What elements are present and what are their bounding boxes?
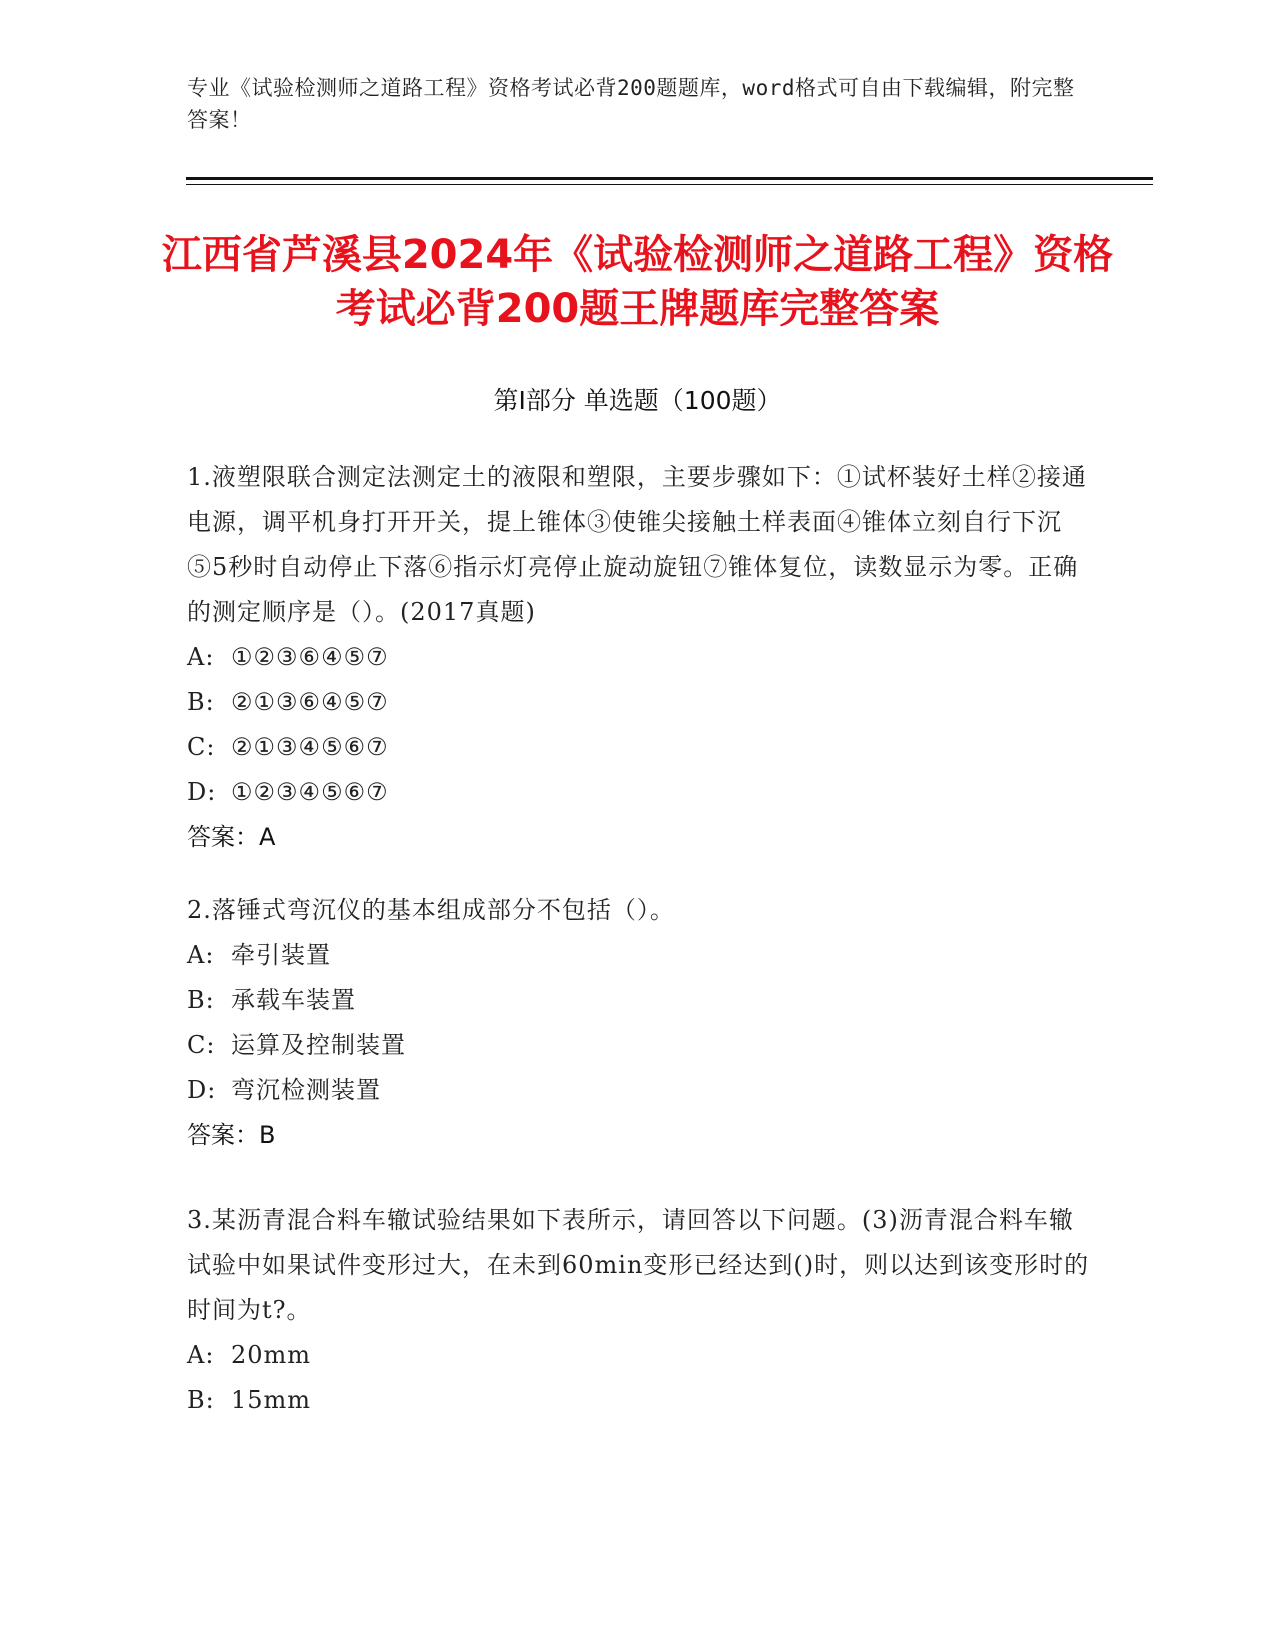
option-key: A:	[187, 643, 215, 671]
header-divider-thin	[186, 184, 1153, 185]
option-key: C:	[187, 1031, 216, 1059]
question-1	[187, 455, 1092, 860]
question-3	[187, 1198, 1092, 1423]
option-text: ①②③④⑤⑥⑦	[231, 778, 389, 806]
option-key: B:	[187, 1386, 215, 1414]
document-title: 江西省芦溪县2024年《试验检测师之道路工程》资格考试必背200题王牌题库完整答案	[161, 232, 1114, 332]
option-key: A:	[187, 1341, 215, 1369]
option-text: 15mm	[231, 1386, 312, 1414]
option-d	[187, 770, 1092, 815]
option-a	[187, 635, 1092, 680]
header-divider-thick	[186, 177, 1153, 180]
option-text: 20mm	[231, 1341, 312, 1369]
option-text: ②①③⑥④⑤⑦	[231, 688, 389, 716]
option-key: B:	[187, 986, 215, 1014]
question-stem: 1.液塑限联合测定法测定土的液限和塑限，主要步骤如下：①试杯装好土样②接通电源，调平机身打开开关，提上锥体③使锥尖接触土样表面④锥体立刻自行下沉⑤5秒时自动停止下落⑥指示灯亮停止旋动旋钮⑦锥体复位，读数显示为零。正确的测定顺序是（）。(2017真题)	[187, 463, 1087, 626]
option-key: C:	[187, 733, 216, 761]
option-key: D:	[187, 1076, 217, 1104]
option-text: 弯沉检测装置	[231, 1076, 381, 1104]
option-text: ②①③④⑤⑥⑦	[231, 733, 389, 761]
option-b	[187, 1378, 1092, 1423]
option-key: B:	[187, 688, 215, 716]
option-key: A:	[187, 941, 215, 969]
option-text: 承载车装置	[231, 986, 356, 1014]
option-a	[187, 933, 1092, 978]
option-b	[187, 680, 1092, 725]
question-stem: 2.落锤式弯沉仪的基本组成部分不包括（）。	[187, 896, 675, 924]
section-heading: 第I部分 单选题（100题）	[493, 386, 782, 415]
option-b	[187, 978, 1092, 1023]
option-c	[187, 725, 1092, 770]
option-c	[187, 1023, 1092, 1068]
option-d	[187, 1068, 1092, 1113]
answer-line: 答案：A	[187, 823, 276, 851]
question-stem: 3.某沥青混合料车辙试验结果如下表所示，请回答以下问题。(3)沥青混合料车辙试验中如果试件变形过大，在未到60min变形已经达到()时，则以达到该变形时的时间为t?。	[187, 1206, 1090, 1324]
question-2	[187, 888, 1092, 1158]
answer-line: 答案：B	[187, 1121, 276, 1149]
header-note: 专业《试验检测师之道路工程》资格考试必背200题题库，word格式可自由下载编辑，附完整答案！	[187, 76, 1075, 132]
option-text: ①②③⑥④⑤⑦	[231, 643, 389, 671]
option-text: 运算及控制装置	[231, 1031, 406, 1059]
option-text: 牵引装置	[231, 941, 331, 969]
option-key: D:	[187, 778, 217, 806]
option-a	[187, 1333, 1092, 1378]
